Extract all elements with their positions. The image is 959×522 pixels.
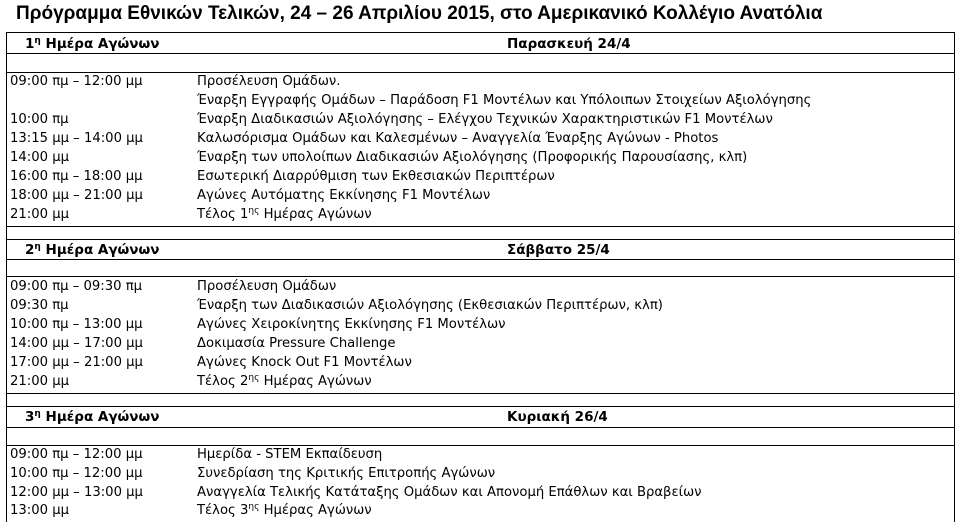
row-time: 10:00 πμ [10, 112, 69, 127]
day-label: $1^\eta$ Ημέρα Αγώνων [25, 36, 160, 52]
divider [6, 226, 955, 227]
row-description: Έναρξη Διαδικασιών Αξιολόγησης – Ελέγχου Τεχνικών Χαρακτηριστικών F1 Μοντέλων [197, 112, 773, 127]
schedule-row [7, 206, 954, 224]
row-description: Τέλος $3^{\eta\varsigma}$ Ημέρας Αγώνων [197, 502, 372, 518]
row-time: 09:30 πμ [10, 298, 69, 313]
divider [6, 53, 955, 54]
day-date: Παρασκευή 24/4 [507, 36, 631, 52]
row-time: 10:00 πμ – 12:00 μμ [10, 466, 143, 481]
row-description: Εσωτερική Διαρρύθμιση των Εκθεσιακών Περιπτέρων [197, 169, 555, 184]
row-time: 17:00 μμ – 21:00 μμ [10, 355, 143, 370]
row-time: 12:00 μμ – 13:00 μμ [10, 485, 143, 500]
day-label: $3^\eta$ Ημέρα Αγώνων [25, 409, 160, 425]
row-time: 13:00 μμ [10, 503, 69, 518]
row-description: Τέλος $1^{\eta\varsigma}$ Ημέρας Αγώνων [197, 206, 372, 222]
schedule-row [7, 446, 954, 464]
page-title: Πρόγραμμα Εθνικών Τελικών, 24 – 26 Απριλίου 2015, στο Αμερικανικό Κολλέγιο Ανατόλια [16, 3, 823, 24]
row-time: 21:00 μμ [10, 207, 69, 222]
row-time: 10:00 πμ – 13:00 μμ [10, 317, 143, 332]
schedule-row [7, 484, 954, 502]
schedule-row [7, 465, 954, 483]
divider [6, 276, 955, 277]
row-description: Αγώνες Χειροκίνητης Εκκίνησης F1 Μοντέλων [197, 317, 506, 332]
row-description: Καλωσόρισμα Ομάδων και Καλεσμένων – Αναγγελία Έναρξης Αγώνων - Photos [197, 131, 719, 146]
schedule-row [7, 92, 954, 110]
schedule-row [7, 111, 954, 129]
day-header [7, 35, 954, 53]
schedule-row [7, 149, 954, 167]
schedule-row [7, 373, 954, 391]
schedule-row [7, 502, 954, 520]
divider [6, 32, 955, 33]
divider [6, 239, 955, 240]
row-time: 21:00 μμ [10, 374, 69, 389]
row-time: 09:00 πμ – 12:00 μμ [10, 447, 143, 462]
schedule-row [7, 130, 954, 148]
row-description: Τέλος $2^{\eta\varsigma}$ Ημέρας Αγώνων [197, 373, 372, 389]
table-border-right [954, 32, 955, 522]
day-header [7, 241, 954, 259]
row-description: Προσέλευση Ομάδων [197, 279, 337, 294]
day-label: $2^\eta$ Ημέρα Αγώνων [25, 242, 160, 258]
schedule-row [7, 278, 954, 296]
row-description: Αναγγελία Τελικής Κατάταξης Ομάδων και Απονομή Επάθλων και Βραβείων [197, 485, 702, 500]
row-description: Έναρξη των υπολοίπων Διαδικασιών Αξιολόγησης (Προφορικής Παρουσίασης, κλπ) [197, 150, 748, 165]
row-time: 14:00 μμ – 17:00 μμ [10, 336, 143, 351]
row-description: Έναρξη των Διαδικασιών Αξιολόγησης (Εκθεσιακών Περιπτέρων, κλπ) [197, 298, 663, 313]
day-header [7, 408, 954, 426]
row-time: 09:00 πμ – 09:30 πμ [10, 279, 143, 294]
row-description: Συνεδρίαση της Κριτικής Επιτροπής Αγώνων [197, 466, 496, 481]
schedule-row [7, 335, 954, 353]
row-description: Προσέλευση Ομάδων. [197, 74, 341, 89]
divider [6, 427, 955, 428]
row-description: Δοκιμασία Pressure Challenge [197, 336, 396, 351]
row-description: Έναρξη Εγγραφής Ομάδων – Παράδοση F1 Μοντέλων και Υπόλοιπων Στοιχείων Αξιολόγησης [197, 93, 812, 108]
row-description: Αγώνες Knock Out F1 Μοντέλων [197, 355, 412, 370]
row-time: 14:00 μμ [10, 150, 69, 165]
schedule-row [7, 316, 954, 334]
divider [6, 406, 955, 407]
row-description: Ημερίδα - STEM Εκπαίδευση [197, 447, 383, 462]
schedule-row [7, 187, 954, 205]
row-description: Αγώνες Αυτόματης Εκκίνησης F1 Μοντέλων [197, 188, 491, 203]
row-time: 13:15 μμ – 14:00 μμ [10, 131, 143, 146]
schedule-row [7, 297, 954, 315]
day-date: Κυριακή 26/4 [507, 409, 608, 425]
schedule-row [7, 168, 954, 186]
row-time: 18:00 μμ – 21:00 μμ [10, 188, 143, 203]
schedule-row [7, 73, 954, 91]
divider [6, 259, 955, 260]
row-time: 09:00 πμ – 12:00 μμ [10, 74, 143, 89]
schedule-row [7, 354, 954, 372]
day-date: Σάββατο 25/4 [507, 242, 610, 258]
row-time: 16:00 πμ – 18:00 μμ [10, 169, 143, 184]
divider [6, 393, 955, 394]
